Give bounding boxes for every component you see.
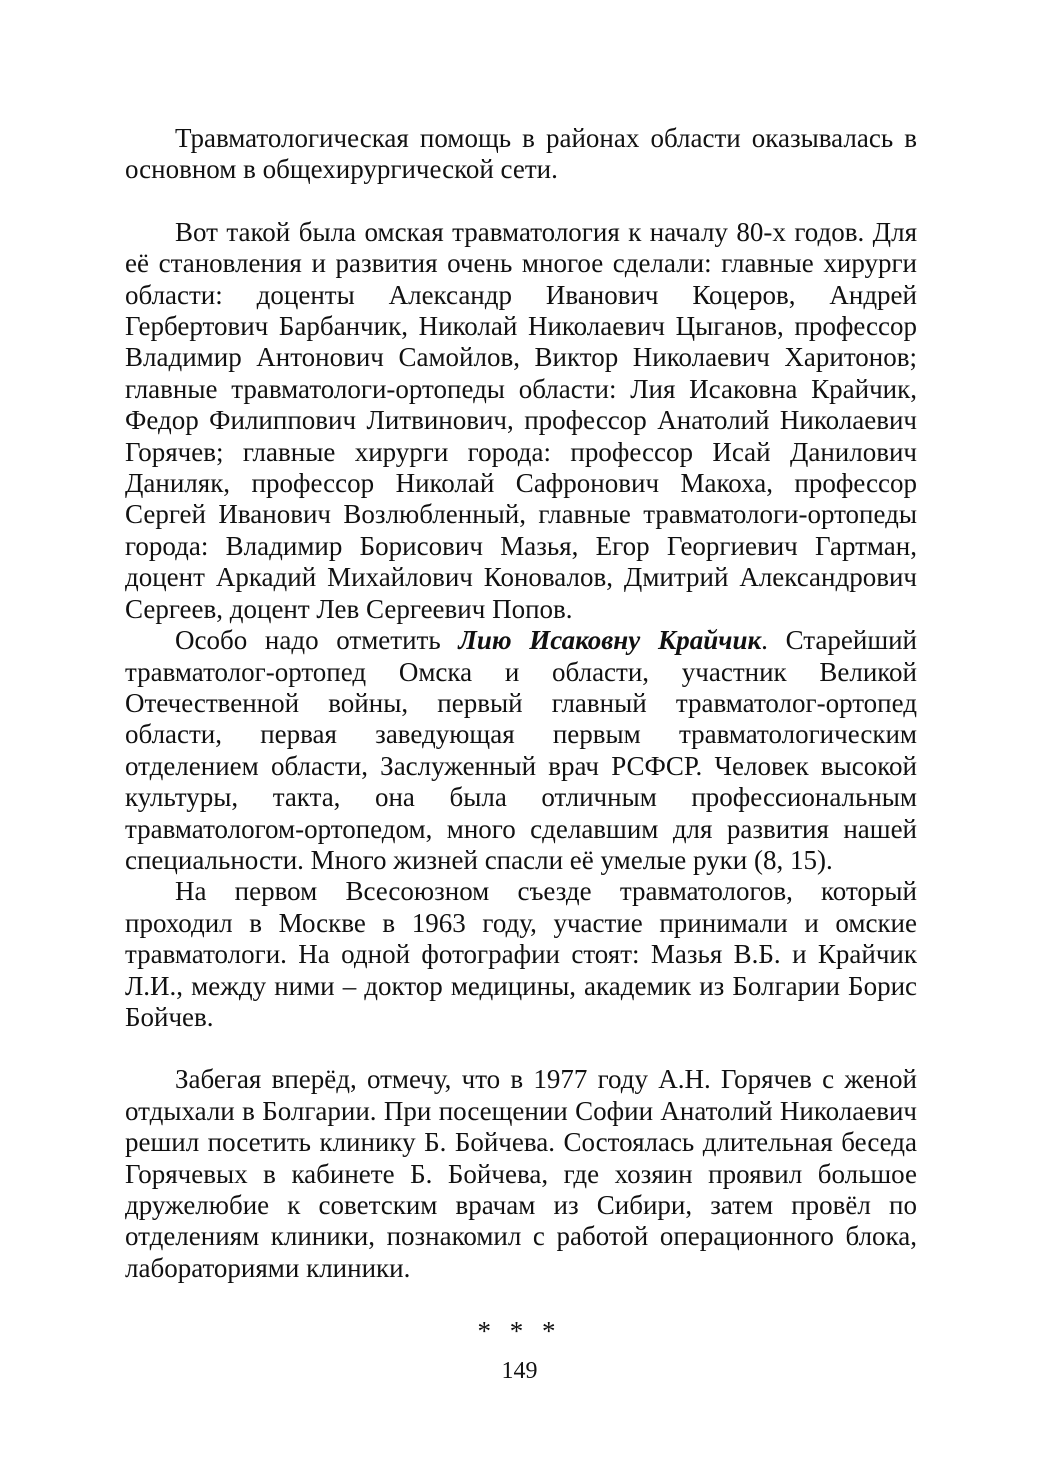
paragraph-kraichik bbox=[125, 625, 917, 876]
section-separator: * * * bbox=[477, 1316, 562, 1346]
page-number: 149 bbox=[501, 1358, 538, 1384]
paragraph-gap bbox=[125, 186, 917, 217]
paragraph-omsk-traumatology-80s: Вот такой была омская травматология к началу 80-х годов. Для её становления и развития очень многое сделали: главные хирурги области: доценты Александр Иванович Коцеров, Андрей Гербертович Барбанчик, Николай Николаевич Цыганов, профессор Владимир Антонович Самойлов, Виктор Николаевич Харитонов; главные травматологи-ортопеды области: Лия Исаковна Крайчик, Федор Филиппович Литвинович, профессор Анатолий Николаевич Горячев; главные хирурги города: профессор Исай Данилович Даниляк, профессор Николай Сафронович Макоха, профессор Сергей Иванович Возлюбленный, главные травматологи-ортопеды города: Владимир Борисович Мазья, Егор Георгиевич Гартман, доцент Аркадий Михайлович Коновалов, Дмитрий Александрович Сергеев, доцент Лев Сергеевич Попов. bbox=[125, 216, 917, 624]
page-body bbox=[125, 123, 917, 1284]
paragraph-trauma-care-districts: Травматологическая помощь в районах области оказывалась в основном в общехирургической сети. bbox=[125, 123, 917, 185]
paragraph-bulgaria-visit: Забегая вперёд, отмечу, что в 1977 году А.Н. Горячев с женой отдыхали в Болгарии. При посещении Софии Анатолий Николаевич решил посетить клинику Б. Бойчева. Состоялась длительная беседа Горячевых в кабинете Б. Бойчева, где хозяин проявил большое дружелюбие к советским врачам из Сибири, затем провёл по отделениям клиники, познакомил с работой операционного блока, лабораториями клиники. bbox=[125, 1064, 917, 1283]
paragraph-kraichik-intro: Особо надо отметить bbox=[175, 625, 459, 656]
paragraph-kraichik-body: . Старейший травматолог-ортопед Омска и области, участник Великой Отечественной войны, первый главный травматолог-ортопед области, первая заведующая первым травматологическим отделением области, Заслуженный врач РСФСР. Человек высокой культуры, такта, она была отличным профессиональным травматологом-ортопедом, много сделавшим для развития нашей специальности. Много жизней спасли её умелые руки (8, 15). bbox=[125, 625, 918, 875]
kraichik-name-emphasis: Лию Исаковну Крайчик bbox=[458, 625, 762, 656]
paragraph-first-congress: На первом Всесоюзном съезде травматологов, который проходил в Москве в 1963 году, участие принимали и омские травматологи. На одной фотографии стоят: Мазья В.Б. и Крайчик Л.И., между ними – доктор медицины, академик из Болгарии Борис Бойчев. bbox=[125, 876, 917, 1032]
paragraph-gap bbox=[125, 1033, 917, 1064]
